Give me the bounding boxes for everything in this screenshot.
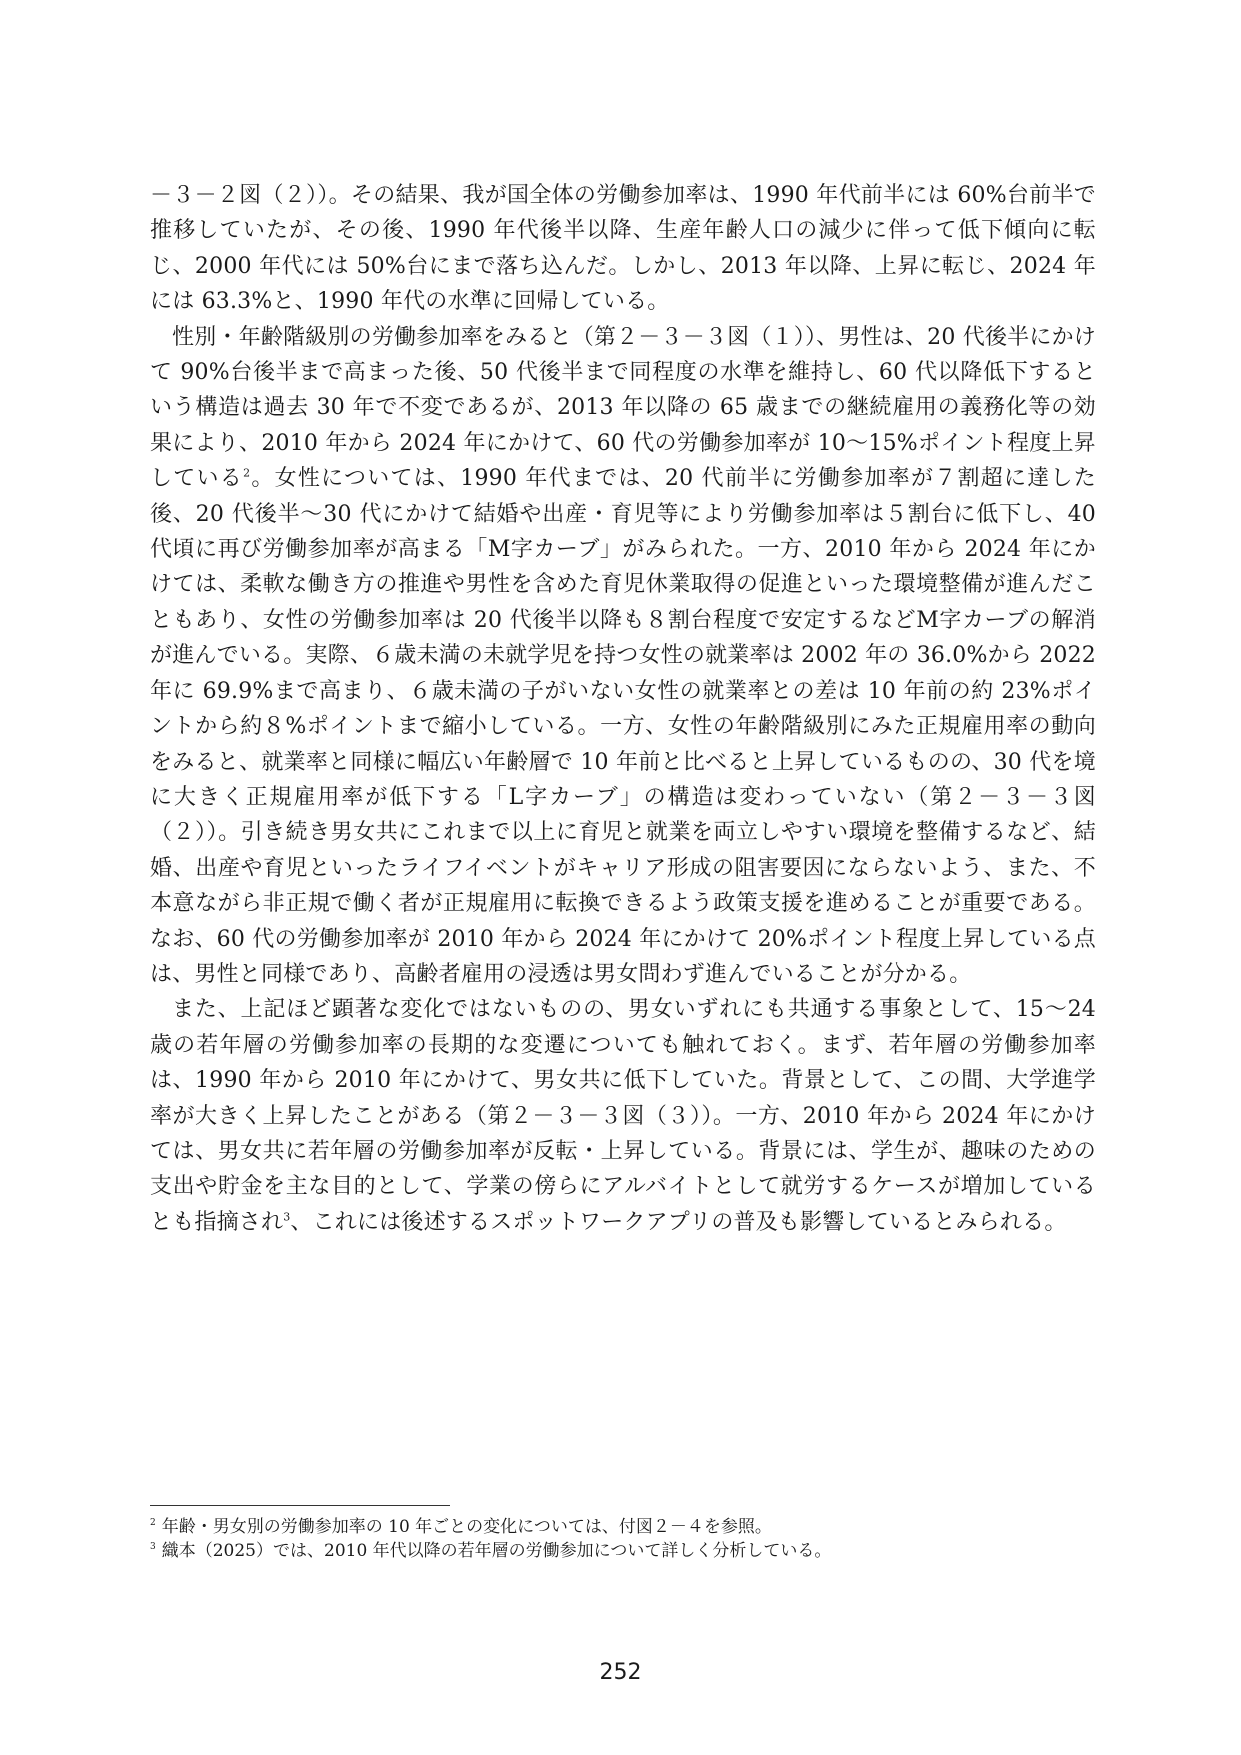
footnote-mark-3: 3: [150, 1542, 156, 1553]
body-text: [150, 178, 1096, 1240]
footnote-text-2: 年齢・男女別の労働参加率の 10 年ごとの変化については、付図２－４を参照。: [161, 1517, 772, 1537]
paragraph-3-text-before: また、上記ほど顕著な変化ではないものの、男女いずれにも共通する事象として、15～24 歳の若年層の労働参加率の長期的な変遷についても触れておく。まず、若年層の労働参加率は、1990 年から 2010 年にかけて、男女共に低下していた。背景として、この間、大学進学率が大きく上昇したことがある（第２－３－３図（３））。一方、2010 年から 2024 年にかけては、男女共に若年層の労働参加率が反転・上昇している。背景には、学生が、趣味のための支出や貯金を主な目的として、学業の傍らにアルバイトとして就労するケースが増加しているとも指摘され: [150, 997, 1096, 1235]
footnote-3: [150, 1539, 1096, 1563]
footnotes: [150, 1515, 1096, 1563]
paragraph-2: [150, 320, 1096, 993]
paragraph-3-text-after: 、これには後述するスポットワークアプリの普及も影響しているとみられる。: [290, 1209, 1067, 1235]
footnote-ref-3[interactable]: 3: [283, 1210, 291, 1224]
footnote-ref-2[interactable]: 2: [243, 466, 251, 480]
paragraph-3: [150, 992, 1096, 1240]
paragraph-2-text-after: 。女性については、1990 年代までは、20 代前半に労働参加率が７割超に達した後、20 代後半～30 代にかけて結婚や出産・育児等により労働参加率は５割台に低下し、40 代頃に再び労働参加率が高まる「M字カーブ」がみられた。一方、2010 年から 2024 年にかけては、柔軟な働き方の推進や男性を含めた育児休業取得の促進といった環境整備が進んだこともあり、女性の労働参加率は 20 代後半以降も８割台程度で安定するなどM字カーブの解消が進んでいる。実際、６歳未満の未就学児を持つ女性の就業率は 2002 年の 36.0%から 2022 年に 69.9%まで高まり、６歳未満の子がいない女性の就業率との差は 10 年前の約 23%ポイントから約８%ポイントまで縮小している。一方、女性の年齢階級別にみた正規雇用率の動向をみると、就業率と同様に幅広い年齢層で 10 年前と比べると上昇しているものの、30 代を境に大きく正規雇用率が低下する「L字カーブ」の構造は変わっていない（第２－３－３図（２））。引き続き男女共にこれまで以上に育児と就業を両立しやすい環境を整備するなど、結婚、出産や育児といったライフイベントがキャリア形成の阻害要因にならないよう、また、不本意ながら非正規で働く者が正規雇用に転換できるよう政策支援を進めることが重要である。なお、60 代の労働参加率が 2010 年から 2024 年にかけて 20%ポイント程度上昇している点は、男性と同様であり、高齢者雇用の浸透は男女問わず進んでいることが分かる。: [150, 466, 1096, 987]
paragraph-2-text-before: 性別・年齢階級別の労働参加率をみると（第２－３－３図（１））、男性は、20 代後半にかけて 90%台後半まで高まった後、50 代後半まで同程度の水準を維持し、60 代以降低下するという構造は過去 30 年で不変であるが、2013 年以降の 65 歳までの継続雇用の義務化等の効果により、2010 年から 2024 年にかけて、60 代の労働参加率が 10～15%ポイント程度上昇している: [150, 324, 1096, 492]
footnote-2: [150, 1515, 1096, 1539]
page-number: 252: [599, 1660, 642, 1685]
footnote-text-3: 織本（2025）では、2010 年代以降の若年層の労働参加について詳しく分析している。: [161, 1541, 832, 1561]
footnote-divider: [150, 1505, 450, 1506]
paragraph-1: －３－２図（２））。その結果、我が国全体の労働参加率は、1990 年代前半には 60%台前半で推移していたが、その後、1990 年代後半以降、生産年齢人口の減少に伴って低下傾向に転じ、2000 年代には 50%台にまで落ち込んだ。しかし、2013 年以降、上昇に転じ、2024 年には 63.3%と、1990 年代の水準に回帰している。: [150, 183, 1096, 315]
footnote-mark-2: 2: [150, 1518, 156, 1529]
